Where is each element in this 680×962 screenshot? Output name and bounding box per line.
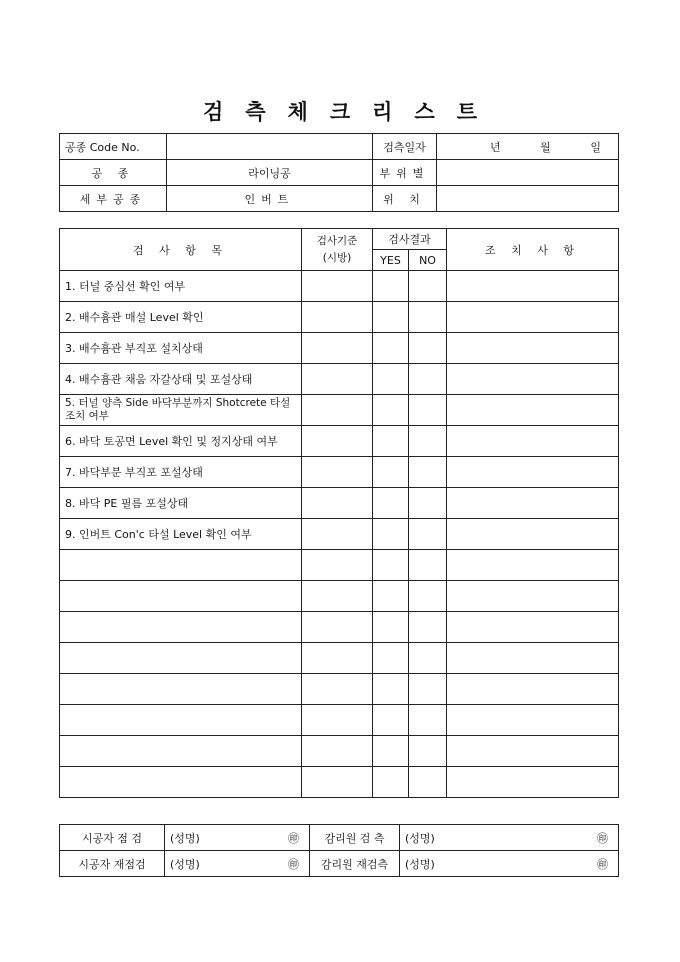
no-cell[interactable] bbox=[409, 426, 447, 457]
supervisor-check-label: 감리원 검 측 bbox=[310, 825, 400, 851]
action-cell[interactable] bbox=[447, 333, 619, 364]
table-row bbox=[60, 612, 619, 643]
item-cell: 7. 바닥부분 부직포 포설상태 bbox=[60, 457, 302, 488]
action-cell[interactable] bbox=[447, 457, 619, 488]
standard-cell[interactable] bbox=[302, 643, 373, 674]
table-row bbox=[60, 302, 619, 333]
item-cell bbox=[60, 550, 302, 581]
item-cell: 8. 바닥 PE 필름 포설상태 bbox=[60, 488, 302, 519]
action-cell[interactable] bbox=[447, 767, 619, 798]
date-field[interactable] bbox=[437, 134, 619, 160]
standard-cell[interactable] bbox=[302, 333, 373, 364]
standard-cell[interactable] bbox=[302, 302, 373, 333]
no-cell[interactable] bbox=[409, 643, 447, 674]
table-row bbox=[60, 705, 619, 736]
table-row bbox=[60, 364, 619, 395]
item-cell: 3. 배수흄관 부직포 설치상태 bbox=[60, 333, 302, 364]
code-label: 공종 Code No. bbox=[60, 134, 167, 160]
table-row bbox=[60, 488, 619, 519]
contractor-recheck-name-field[interactable]: (성명) bbox=[165, 851, 245, 877]
item-cell: 4. 배수흄관 채움 자갈상태 및 포설상태 bbox=[60, 364, 302, 395]
yes-cell[interactable] bbox=[373, 643, 409, 674]
no-cell[interactable] bbox=[409, 736, 447, 767]
loc-value-field[interactable] bbox=[437, 186, 619, 212]
action-cell[interactable] bbox=[447, 426, 619, 457]
action-cell[interactable] bbox=[447, 674, 619, 705]
no-cell[interactable] bbox=[409, 333, 447, 364]
code-value-field[interactable] bbox=[167, 134, 373, 160]
table-row bbox=[60, 271, 619, 302]
table-row bbox=[60, 457, 619, 488]
signature-table bbox=[59, 824, 619, 877]
standard-cell[interactable] bbox=[302, 519, 373, 550]
table-row bbox=[60, 674, 619, 705]
action-cell[interactable] bbox=[447, 550, 619, 581]
header-action: 조 치 사 항 bbox=[447, 229, 619, 271]
date-label: 검측일자 bbox=[373, 134, 437, 160]
standard-cell[interactable] bbox=[302, 612, 373, 643]
action-cell[interactable] bbox=[447, 612, 619, 643]
yes-cell[interactable] bbox=[373, 488, 409, 519]
supervisor-seal: ㊞ bbox=[470, 825, 619, 851]
header-result: 검사결과 bbox=[373, 229, 447, 250]
contractor-name-field[interactable]: (성명) bbox=[165, 825, 245, 851]
table-row bbox=[60, 767, 619, 798]
item-cell bbox=[60, 643, 302, 674]
no-cell[interactable] bbox=[409, 674, 447, 705]
header-standard-line1: 검사기준 bbox=[316, 234, 358, 247]
no-cell[interactable] bbox=[409, 271, 447, 302]
info-row-detail bbox=[60, 186, 619, 212]
standard-cell[interactable] bbox=[302, 767, 373, 798]
item-cell bbox=[60, 612, 302, 643]
yes-cell[interactable] bbox=[373, 705, 409, 736]
table-row bbox=[60, 333, 619, 364]
contractor-seal: ㊞ bbox=[245, 825, 310, 851]
standard-cell[interactable] bbox=[302, 581, 373, 612]
yes-cell[interactable] bbox=[373, 457, 409, 488]
yes-cell[interactable] bbox=[373, 395, 409, 426]
item-cell: 9. 인버트 Con'c 타설 Level 확인 여부 bbox=[60, 519, 302, 550]
header-standard-line2: (시방) bbox=[322, 251, 352, 264]
yes-cell[interactable] bbox=[373, 302, 409, 333]
item-cell: 1. 터널 중심선 확인 여부 bbox=[60, 271, 302, 302]
no-cell[interactable] bbox=[409, 767, 447, 798]
yes-cell[interactable] bbox=[373, 767, 409, 798]
sign-row-1 bbox=[60, 825, 619, 851]
table-row bbox=[60, 519, 619, 550]
yes-cell[interactable] bbox=[373, 333, 409, 364]
standard-cell[interactable] bbox=[302, 426, 373, 457]
contractor-recheck-seal: ㊞ bbox=[245, 851, 310, 877]
yes-cell[interactable] bbox=[373, 519, 409, 550]
standard-cell[interactable] bbox=[302, 457, 373, 488]
date-day-label: 일 bbox=[590, 140, 601, 154]
standard-cell[interactable] bbox=[302, 488, 373, 519]
table-row bbox=[60, 581, 619, 612]
table-row bbox=[60, 550, 619, 581]
date-month-label: 월 bbox=[540, 140, 551, 154]
item-cell: 6. 바닥 토공면 Level 확인 및 정지상태 여부 bbox=[60, 426, 302, 457]
standard-cell[interactable] bbox=[302, 550, 373, 581]
table-row bbox=[60, 426, 619, 457]
date-year-label: 년 bbox=[490, 140, 501, 154]
no-cell[interactable] bbox=[409, 612, 447, 643]
info-table bbox=[59, 133, 619, 212]
header-no: NO bbox=[409, 250, 447, 271]
item-cell bbox=[60, 581, 302, 612]
yes-cell[interactable] bbox=[373, 581, 409, 612]
standard-cell[interactable] bbox=[302, 705, 373, 736]
standard-cell[interactable] bbox=[302, 674, 373, 705]
table-row bbox=[60, 395, 619, 426]
no-cell[interactable] bbox=[409, 457, 447, 488]
work-value-field[interactable]: 라이닝공 bbox=[167, 160, 373, 186]
item-cell bbox=[60, 767, 302, 798]
contractor-check-label: 시공자 점 검 bbox=[60, 825, 165, 851]
work-label: 공 종 bbox=[60, 160, 167, 186]
detail-label: 세부공종 bbox=[60, 186, 167, 212]
no-cell[interactable] bbox=[409, 302, 447, 333]
item-cell: 2. 배수흄관 매설 Level 확인 bbox=[60, 302, 302, 333]
no-cell[interactable] bbox=[409, 395, 447, 426]
loc-label: 위 치 bbox=[373, 186, 437, 212]
yes-cell[interactable] bbox=[373, 674, 409, 705]
no-cell[interactable] bbox=[409, 705, 447, 736]
action-cell[interactable] bbox=[447, 302, 619, 333]
standard-cell[interactable] bbox=[302, 395, 373, 426]
item-cell bbox=[60, 736, 302, 767]
yes-cell[interactable] bbox=[373, 612, 409, 643]
header-yes: YES bbox=[373, 250, 409, 271]
sign-row-2 bbox=[60, 851, 619, 877]
action-cell[interactable] bbox=[447, 736, 619, 767]
item-cell bbox=[60, 674, 302, 705]
yes-cell[interactable] bbox=[373, 271, 409, 302]
yes-cell[interactable] bbox=[373, 550, 409, 581]
info-row-code bbox=[60, 134, 619, 160]
standard-cell[interactable] bbox=[302, 271, 373, 302]
part-label: 부위별 bbox=[373, 160, 437, 186]
item-cell bbox=[60, 705, 302, 736]
action-cell[interactable] bbox=[447, 271, 619, 302]
supervisor-recheck-name-field[interactable]: (성명) bbox=[400, 851, 470, 877]
no-cell[interactable] bbox=[409, 581, 447, 612]
supervisor-recheck-label: 감리원 재검측 bbox=[310, 851, 400, 877]
action-cell[interactable] bbox=[447, 395, 619, 426]
yes-cell[interactable] bbox=[373, 364, 409, 395]
standard-cell[interactable] bbox=[302, 736, 373, 767]
action-cell[interactable] bbox=[447, 364, 619, 395]
inspection-table bbox=[59, 228, 619, 798]
standard-cell[interactable] bbox=[302, 364, 373, 395]
contractor-recheck-label: 시공자 재점검 bbox=[60, 851, 165, 877]
no-cell[interactable] bbox=[409, 519, 447, 550]
detail-value-field[interactable]: 인버트 bbox=[167, 186, 373, 212]
action-cell[interactable] bbox=[447, 705, 619, 736]
table-row bbox=[60, 643, 619, 674]
supervisor-recheck-seal: ㊞ bbox=[470, 851, 619, 877]
action-cell[interactable] bbox=[447, 581, 619, 612]
page-title: 검측체크리스트 bbox=[202, 99, 499, 124]
action-cell[interactable] bbox=[447, 519, 619, 550]
yes-cell[interactable] bbox=[373, 736, 409, 767]
supervisor-name-field[interactable]: (성명) bbox=[400, 825, 470, 851]
no-cell[interactable] bbox=[409, 550, 447, 581]
item-cell: 5. 터널 양측 Side 바닥부분까지 Shotcrete 타설조치 여부 bbox=[60, 395, 302, 426]
header-item: 검 사 항 목 bbox=[60, 229, 302, 271]
no-cell[interactable] bbox=[409, 364, 447, 395]
no-cell[interactable] bbox=[409, 488, 447, 519]
action-cell[interactable] bbox=[447, 643, 619, 674]
info-row-work bbox=[60, 160, 619, 186]
yes-cell[interactable] bbox=[373, 426, 409, 457]
header-standard bbox=[302, 229, 373, 271]
action-cell[interactable] bbox=[447, 488, 619, 519]
table-row bbox=[60, 736, 619, 767]
part-value-field[interactable] bbox=[437, 160, 619, 186]
